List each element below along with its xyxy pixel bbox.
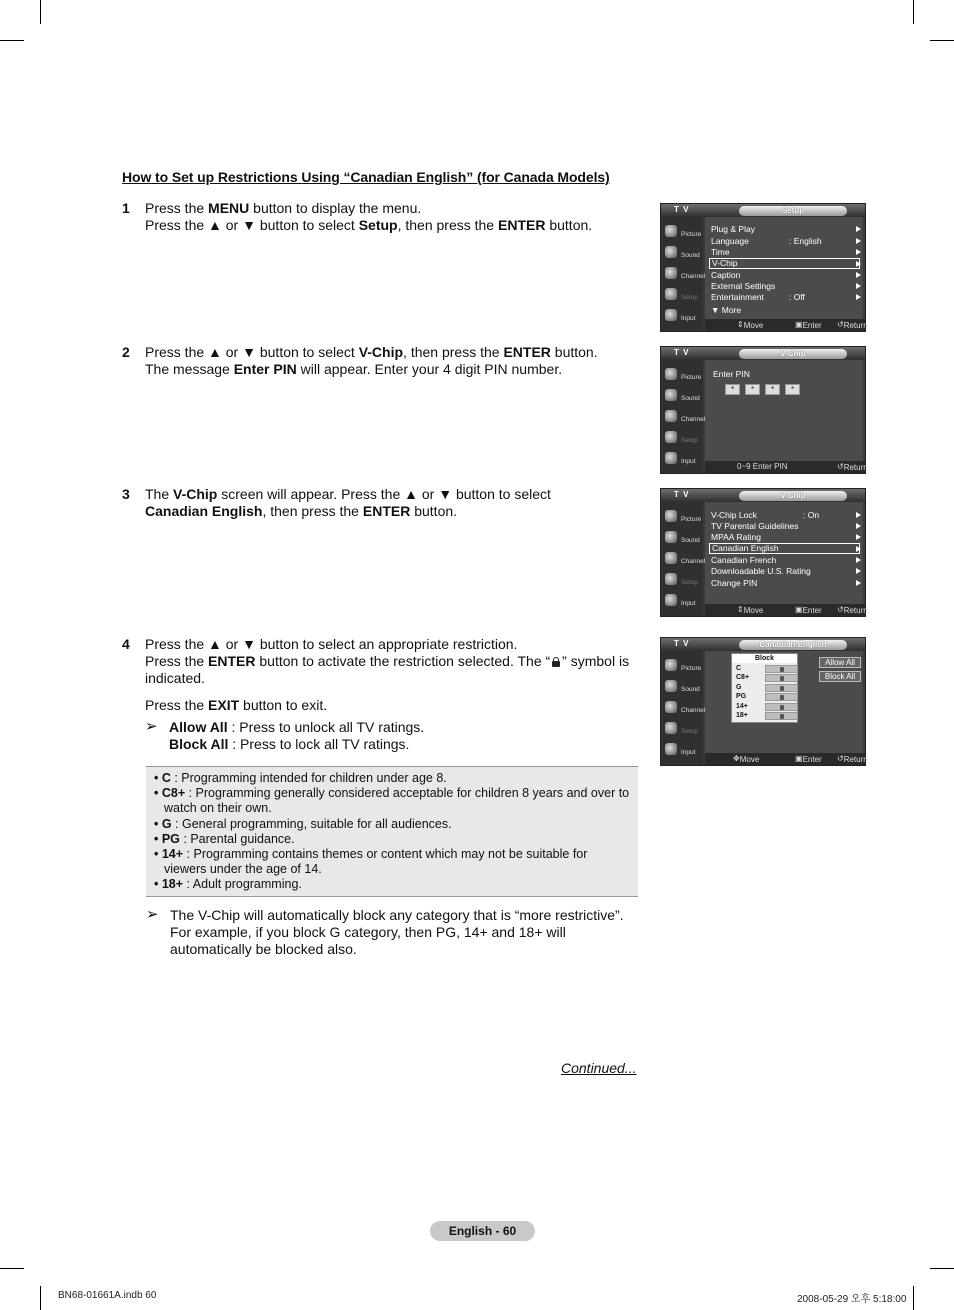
rating-item: • 18+ : Adult programming.: [154, 877, 302, 892]
sound-icon: [665, 531, 677, 543]
tv-screen-setup: [660, 203, 866, 332]
menu-item: Downloadable U.S. Rating: [711, 566, 859, 577]
pin-digit: *: [745, 384, 760, 395]
menu-item: Change PIN: [711, 578, 859, 589]
enter-hint: ▣ Enter: [795, 605, 822, 615]
step-number: 3: [122, 486, 130, 502]
lock-icon: [780, 714, 784, 719]
menu-item: MPAA Rating: [711, 532, 859, 543]
menu-item: TV Parental Guidelines: [711, 521, 859, 532]
allow-all-button: Allow All: [819, 657, 861, 668]
nav-channel: Channel: [663, 265, 703, 285]
rating-row: PG: [736, 692, 796, 701]
rating-row: C: [736, 664, 796, 673]
step-2: [122, 344, 642, 378]
picture-icon: [665, 225, 677, 237]
step-3: [122, 486, 617, 520]
tv-screen-vchip: [660, 488, 866, 617]
auto-block-note: [146, 907, 636, 958]
menu-title: V-Chip: [739, 491, 847, 501]
rating-row: 18+: [736, 711, 796, 720]
sound-icon: [665, 389, 677, 401]
setup-icon: [665, 573, 677, 585]
nav-picture: Picture: [663, 366, 703, 386]
block-all-button: Block All: [819, 671, 861, 682]
menu-title: Setup: [739, 206, 847, 216]
nav-input: Input: [663, 307, 703, 327]
return-hint: ↺ Return: [837, 754, 868, 764]
input-icon: [665, 743, 677, 755]
channel-icon: [665, 410, 677, 422]
channel-icon: [665, 552, 677, 564]
crop-mark: [930, 1268, 954, 1269]
nav-channel: Channel: [663, 699, 703, 719]
menu-title: Canadian English: [739, 640, 847, 650]
enter-pin-hint: 0~9 Enter PIN: [737, 462, 788, 471]
menu-item: Time: [711, 247, 859, 258]
menu-item: Plug & Play: [711, 224, 859, 235]
tv-menu-content: [705, 360, 863, 461]
section-heading: How to Set up Restrictions Using “Canadian English” (for Canada Models): [122, 169, 610, 185]
return-hint: ↺ Return: [837, 462, 868, 472]
step-text: Press the ENTER button to activate the restriction selected. The “ ” symbol is indicated.: [145, 653, 630, 686]
step-text: Press the ▲ or ▼ button to select V-Chip, then press the ENTER button.: [145, 344, 598, 360]
move-hint: ✥ Move: [733, 754, 760, 764]
nav-input: Input: [663, 592, 703, 612]
lock-icon: [780, 705, 784, 710]
return-hint: ↺ Return: [837, 605, 868, 615]
rating-item: • G : General programming, suitable for all audiences.: [154, 816, 452, 831]
rating-item: • 14+ : Programming contains themes or content which may not be suitable for viewers under the age of 14.: [154, 847, 588, 877]
block-header: Block: [732, 654, 797, 663]
picture-icon: [665, 368, 677, 380]
nav-setup: Setup: [663, 720, 703, 740]
channel-icon: [665, 267, 677, 279]
tv-bottombar: [705, 604, 868, 616]
menu-item-more: ▼ More: [711, 305, 742, 315]
picture-icon: [665, 659, 677, 671]
nav-sound: Sound: [663, 244, 703, 264]
sound-icon: [665, 680, 677, 692]
pin-digit: *: [765, 384, 780, 395]
footer-timestamp: 2008-05-29 오후 5:18:00: [797, 1294, 907, 1305]
lock-icon: [780, 676, 784, 681]
setup-icon: [665, 431, 677, 443]
crop-mark: [40, 0, 41, 24]
tv-side-nav: [661, 502, 706, 616]
arrow-icon: ➢: [145, 718, 158, 735]
nav-picture: Picture: [663, 508, 703, 528]
rating-row: 14+: [736, 702, 796, 711]
tv-label: T V: [674, 348, 690, 357]
tv-side-nav: [661, 217, 706, 331]
menu-item: Language : English: [711, 236, 859, 247]
step-1: [122, 200, 642, 234]
crop-mark: [0, 1268, 24, 1269]
note-text: Allow All : Press to unlock all TV ratings.: [169, 719, 425, 735]
menu-item: Entertainment : Off: [711, 292, 859, 303]
tv-bottombar: [705, 319, 868, 331]
step-text: Press the ▲ or ▼ button to select an appropriate restriction.: [145, 636, 518, 652]
tv-side-nav: [661, 651, 706, 765]
input-icon: [665, 594, 677, 606]
crop-mark: [0, 40, 24, 41]
lock-icon: [780, 667, 784, 672]
menu-item-selected: V-Chip: [709, 258, 860, 269]
rating-item: • PG : Parental guidance.: [154, 831, 295, 846]
note-text: The V-Chip will automatically block any category that is “more restrictive”. For example, if you block G category, then PG, 14+ and 18+ will automatically be blocked also.: [170, 907, 624, 957]
input-icon: [665, 309, 677, 321]
enter-hint: ▣ Enter: [795, 320, 822, 330]
block-table: [731, 653, 798, 723]
tv-screen-canadian-english: [660, 637, 866, 766]
ratings-box: [146, 766, 638, 897]
step-4: [122, 636, 632, 753]
footer-file-info: BN68-01661A.indb 60: [58, 1290, 157, 1301]
rating-row: G: [736, 683, 796, 692]
tv-bottombar: [705, 461, 868, 473]
tv-menu-content: [705, 651, 863, 753]
tv-side-nav: [661, 360, 706, 473]
pin-digit: *: [785, 384, 800, 395]
tv-label: T V: [674, 490, 690, 499]
nav-setup: Setup: [663, 286, 703, 306]
note-text: Block All : Press to lock all TV ratings.: [169, 736, 410, 752]
nav-sound: Sound: [663, 678, 703, 698]
nav-picture: Picture: [663, 657, 703, 677]
menu-item: Canadian French: [711, 555, 859, 566]
step-number: 4: [122, 636, 130, 652]
tv-bottombar: [705, 753, 868, 765]
step-number: 1: [122, 200, 130, 216]
nav-channel: Channel: [663, 408, 703, 428]
return-hint: ↺ Return: [837, 320, 868, 330]
nav-setup: Setup: [663, 429, 703, 449]
crop-mark: [40, 1286, 41, 1310]
move-hint: ⇕ Move: [737, 605, 764, 615]
step-text: The message Enter PIN will appear. Enter your 4 digit PIN number.: [145, 361, 563, 377]
lock-icon: [552, 657, 560, 667]
sound-icon: [665, 246, 677, 258]
tv-label: T V: [674, 205, 690, 214]
crop-mark: [913, 1286, 914, 1310]
arrow-icon: ➢: [146, 906, 159, 923]
tv-menu-content: [705, 502, 863, 604]
lock-icon: [780, 686, 784, 691]
lock-icon: [780, 695, 784, 700]
tv-label: T V: [674, 639, 690, 648]
pin-prompt: Enter PIN: [713, 369, 750, 379]
rating-row: C8+: [736, 673, 796, 682]
input-icon: [665, 452, 677, 464]
setup-icon: [665, 722, 677, 734]
tv-screen-pin: [660, 346, 866, 474]
menu-item: V-Chip Lock : On: [711, 510, 859, 521]
picture-icon: [665, 510, 677, 522]
tv-menu-content: [705, 217, 863, 319]
crop-mark: [930, 40, 954, 41]
nav-sound: Sound: [663, 387, 703, 407]
enter-hint: ▣ Enter: [795, 754, 822, 764]
rating-item: • C : Programming intended for children under age 8.: [154, 771, 447, 785]
step-text: Press the MENU button to display the menu.: [145, 200, 422, 216]
nav-input: Input: [663, 450, 703, 470]
channel-icon: [665, 701, 677, 713]
menu-item: Caption: [711, 270, 859, 281]
nav-input: Input: [663, 741, 703, 761]
rating-item: • C8+ : Programming generally considered acceptable for children 8 years and over to watch on their own.: [154, 786, 630, 816]
step-text: The V-Chip screen will appear. Press the ▲ or ▼ button to select Canadian English, then press the ENTER button.: [145, 486, 551, 519]
step-text: Press the EXIT button to exit.: [145, 697, 328, 713]
setup-icon: [665, 288, 677, 300]
continued-label: Continued...: [561, 1060, 637, 1076]
note: [145, 719, 632, 753]
step-text: Press the ▲ or ▼ button to select Setup, then press the ENTER button.: [145, 217, 593, 233]
move-hint: ⇕ Move: [737, 320, 764, 330]
menu-item: External Settings: [711, 281, 859, 292]
page-number-badge: English - 60: [430, 1221, 535, 1241]
pin-digit: *: [725, 384, 740, 395]
step-number: 2: [122, 344, 130, 360]
nav-setup: Setup: [663, 571, 703, 591]
menu-title: V-Chip: [739, 349, 847, 359]
nav-picture: Picture: [663, 223, 703, 243]
nav-sound: Sound: [663, 529, 703, 549]
nav-channel: Channel: [663, 550, 703, 570]
menu-item-selected: Canadian English: [709, 543, 860, 554]
crop-mark: [913, 0, 914, 24]
